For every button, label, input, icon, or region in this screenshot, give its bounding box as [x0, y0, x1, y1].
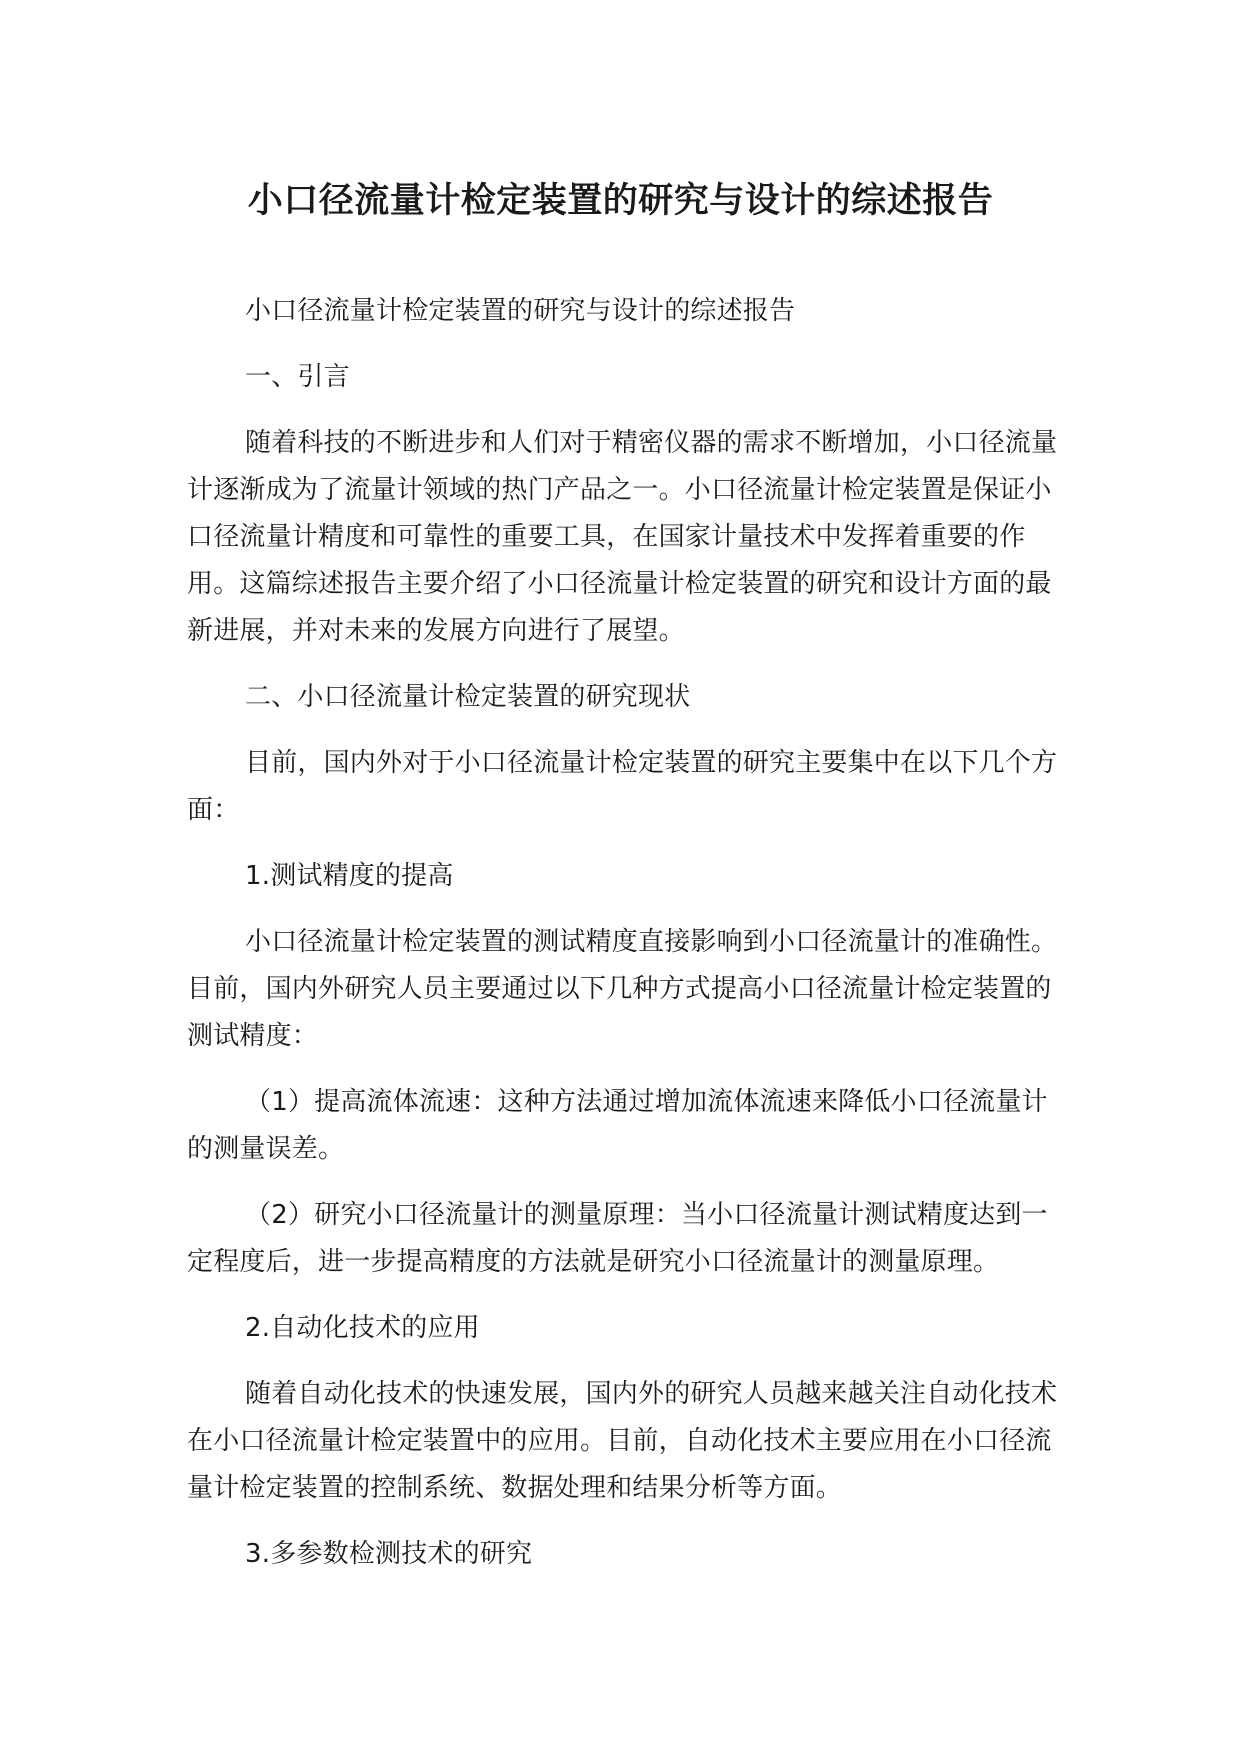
heading-research-status: 二、小口径流量计检定装置的研究现状 [245, 682, 691, 712]
paragraph-research-focus: 目前，国内外对于小口径流量计检定装置的研究主要集中在以下几个方面： [187, 748, 1058, 825]
heading-accuracy: 1.测试精度的提高 [245, 861, 454, 891]
paragraph-automation: 随着自动化技术的快速发展，国内外的研究人员越来越关注自动化技术在小口径流量计检定装置中的应用。目前，自动化技术主要应用在小口径流量计检定装置的控制系统、数据处理和结果分析等方面。 [187, 1379, 1058, 1503]
heading-introduction: 一、引言 [245, 362, 350, 392]
heading-automation: 2.自动化技术的应用 [245, 1313, 480, 1343]
heading-multi-parameter: 3.多参数检测技术的研究 [245, 1539, 533, 1569]
paragraph-accuracy: 小口径流量计检定装置的测试精度直接影响到小口径流量计的准确性。目前，国内外研究人员主要通过以下几种方式提高小口径流量计检定装置的测试精度： [187, 927, 1058, 1051]
document-title: 小口径流量计检定装置的研究与设计的综述报告 [247, 181, 994, 221]
paragraph-subtitle: 小口径流量计检定装置的研究与设计的综述报告 [245, 296, 796, 326]
paragraph-introduction: 随着科技的不断进步和人们对于精密仪器的需求不断增加，小口径流量计逐渐成为了流量计领域的热门产品之一。小口径流量计检定装置是保证小口径流量计精度和可靠性的重要工具，在国家计量技术中发挥着重要的作用。这篇综述报告主要介绍了小口径流量计检定装置的研究和设计方面的最新进展，并对未来的发展方向进行了展望。 [187, 428, 1058, 646]
list-item-measurement-principle: （2）研究小口径流量计的测量原理：当小口径流量计测试精度达到一定程度后，进一步提高精度的方法就是研究小口径流量计的测量原理。 [187, 1200, 1048, 1277]
list-item-flow-speed: （1）提高流体流速：这种方法通过增加流体流速来降低小口径流量计的测量误差。 [187, 1087, 1048, 1164]
document-body [187, 288, 1067, 1597]
